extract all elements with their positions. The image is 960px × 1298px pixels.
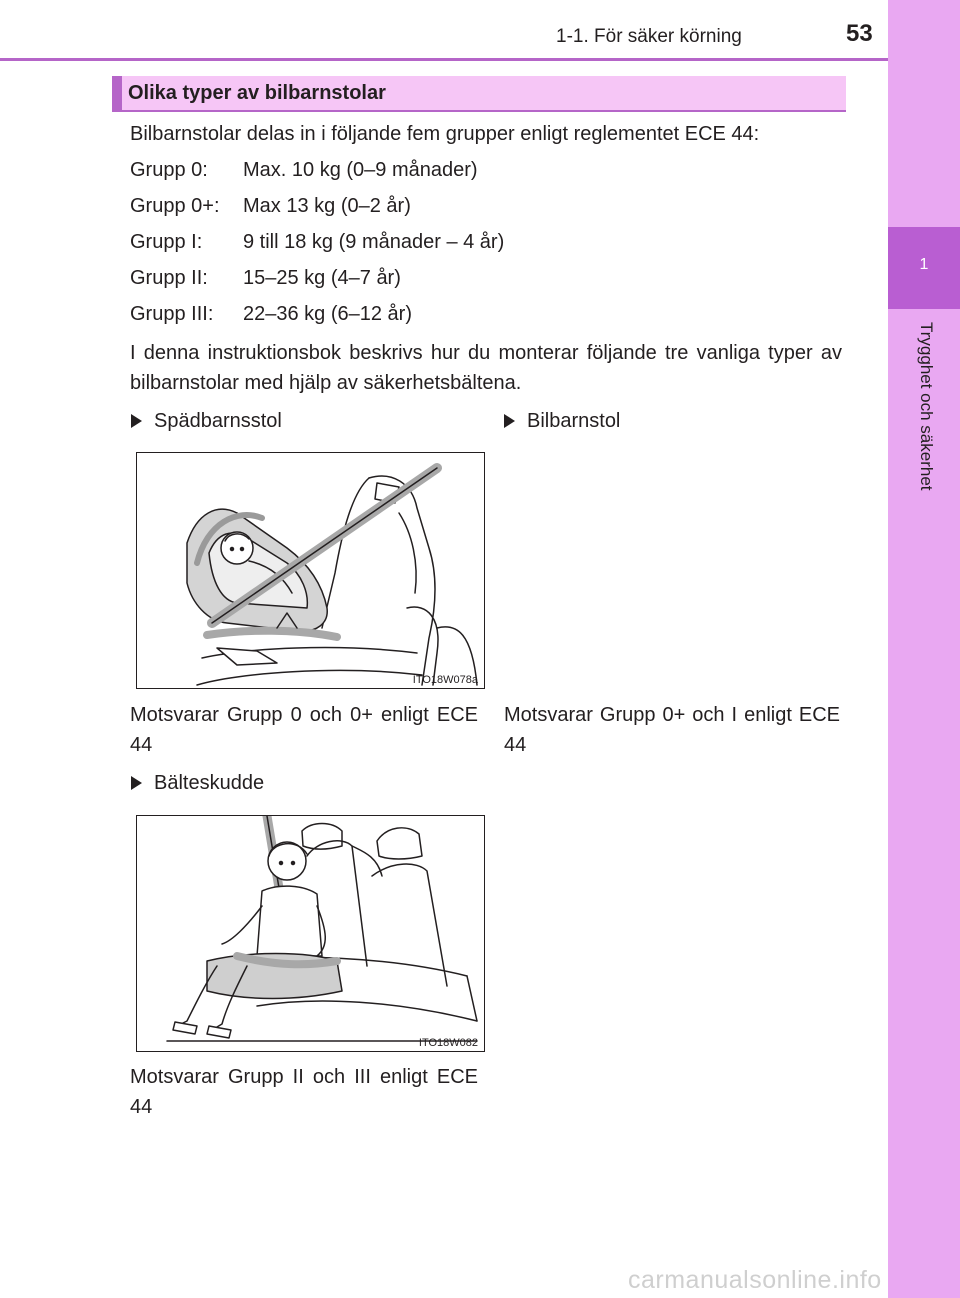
description-paragraph: I denna instruktionsbok beskrivs hur du monterar följande tre vanliga typer av bilbarnstolar med hjälp av säkerhetsbältena. (130, 342, 842, 394)
seat-heading-infant (131, 406, 282, 436)
seat-heading-text: Bälteskudde (154, 772, 265, 794)
seat-heading-booster (131, 768, 264, 798)
figure-code: ITO18W082 (418, 1037, 478, 1049)
chapter-number: 1 (919, 256, 929, 273)
group-value: 22–36 kg (6–12 år) (243, 303, 413, 325)
bullet-triangle-icon (131, 414, 142, 428)
group-value: 15–25 kg (4–7 år) (243, 267, 401, 289)
intro-text: Bilbarnstolar delas in i följande fem grupper enligt reglementet ECE 44: (130, 123, 760, 145)
chapter-title: Trygghet och säkerhet (917, 322, 936, 491)
group-label: Grupp 0: (130, 159, 208, 181)
booster-cushion-drawing (137, 816, 484, 1051)
group-value: 9 till 18 kg (9 månader – 4 år) (243, 231, 505, 253)
seat-caption: Motsvarar Grupp 0+ och I enligt ECE 44 (504, 704, 840, 756)
running-header-section: 1-1. För säker körning (556, 26, 742, 47)
bullet-triangle-icon (131, 776, 142, 790)
group-label: Grupp III: (130, 303, 214, 325)
section-title: Olika typer av bilbarnstolar (128, 82, 386, 104)
seat-heading-text: Spädbarnsstol (154, 410, 282, 432)
page-number: 53 (846, 20, 873, 47)
infant-seat-illustration (136, 452, 485, 689)
booster-cushion-illustration (136, 815, 485, 1052)
site-watermark: carmanualsonline.info (628, 1266, 882, 1294)
figure-code: ITO18W078a (412, 674, 478, 686)
group-label: Grupp I: (130, 231, 203, 253)
bullet-triangle-icon (504, 414, 515, 428)
seat-heading-text: Bilbarnstol (527, 410, 621, 432)
group-label: Grupp II: (130, 267, 208, 289)
group-label: Grupp 0+: (130, 195, 220, 217)
seat-caption: Motsvarar Grupp 0 och 0+ enligt ECE 44 (130, 704, 478, 756)
group-value: Max 13 kg (0–2 år) (243, 195, 411, 217)
chapter-side-tab (888, 0, 960, 1298)
group-value: Max. 10 kg (0–9 månader) (243, 159, 478, 181)
seat-caption: Motsvarar Grupp II och III enligt ECE 44 (130, 1066, 478, 1118)
header-rule (0, 58, 888, 61)
seat-heading-child-seat (504, 406, 620, 436)
infant-seat-drawing (137, 453, 484, 688)
